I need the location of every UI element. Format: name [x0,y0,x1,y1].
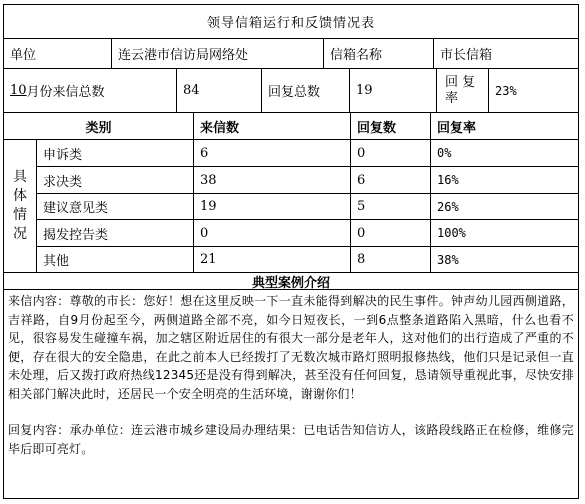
month-total-label [4,69,177,112]
reply-rate-label-top: 回 复 [445,74,476,90]
month-label: 月份来信总数 [26,85,105,100]
reply-rate-label-bottom: 率 [445,90,459,106]
row-category: 建议意见类 [37,194,194,219]
total-reply: 19 [350,69,437,112]
header-letters: 来信数 [194,113,351,139]
row-letters: 0 [194,220,351,246]
total-letters: 84 [177,69,262,112]
row-replies: 8 [351,247,431,272]
group-char: 体 [13,188,27,204]
case-body [4,289,578,498]
row-category: 申诉类 [37,140,194,166]
row-letters: 21 [194,247,351,272]
row-replies: 6 [351,167,431,193]
header-rate: 回复率 [437,120,477,136]
table-row [37,247,578,273]
table-row [37,220,578,247]
page-title: 领导信箱运行和反馈情况表 [206,16,375,31]
table-row [37,194,578,220]
letter-content: 来信内容：尊敬的市长：您好！想在这里反映一下一直未能得到解决的民生事件。钟声幼儿园西侧道路，吉祥路，自9月份起至今，两侧道路全部不亮，如今日短夜长，一到6点整条道路陷入黑暗，什么也看不见，很容易发生碰撞车祸，加之辖区附近居住的有很大一部分是老年人，这对他们的出行造成了严重的不便，存在很大的安全隐患，在此之前本人已经拨打了无数次城市路灯照明报修热线，他们只是记录但一直未处理，后又拨打政府热线12345还是没有得到解决，甚至没有任何回复，恳请领导重视此事，尽快安排相关部门解决此时，还居民一个安全明亮的生活环境，谢谢你们！ [8,294,574,401]
box-name-value: 市长信箱 [440,48,493,63]
row-category: 其他 [37,247,194,272]
total-reply-label: 回复总数 [262,69,350,112]
reply-rate-label [437,69,489,112]
row-rate: 16% [437,173,459,187]
row-replies: 0 [351,220,431,246]
row-category: 求决类 [37,167,194,193]
report-sheet [3,4,579,499]
row-rate: 0% [437,146,452,160]
info-row [4,39,578,69]
table-row [37,167,578,194]
reply-rate: 23% [495,83,517,98]
row-rate: 26% [437,199,459,214]
table-header-row [4,113,578,140]
row-rate: 38% [437,252,459,267]
row-letters: 6 [194,140,351,166]
case-heading: 典型案例介绍 [251,275,330,289]
summary-row [4,69,578,113]
group-char: 况 [13,226,27,242]
table-row [37,140,578,167]
row-replies: 0 [351,140,431,166]
box-name-label: 信箱名称 [324,39,434,68]
header-category: 类别 [4,113,194,139]
row-category: 揭发控告类 [37,220,194,246]
row-letters: 38 [194,167,351,193]
month-number: 10 [10,83,27,98]
row-letters: 19 [194,194,351,219]
title-row [4,5,578,39]
reply-content: 回复内容：承办单位：连云港市城乡建设局办理结果：已电话告知信访人，该路段线路正在检修，维修完毕后即可亮灯。 [8,423,574,456]
unit-label: 单位 [4,39,112,68]
group-char: 情 [13,207,27,223]
row-replies: 5 [351,194,431,219]
header-replies: 回复数 [351,113,431,139]
unit-value: 连云港市信访局网络处 [112,39,324,68]
row-rate: 100% [437,226,466,240]
group-char: 具 [13,169,27,185]
group-label [4,140,37,273]
case-heading-row [4,273,578,290]
